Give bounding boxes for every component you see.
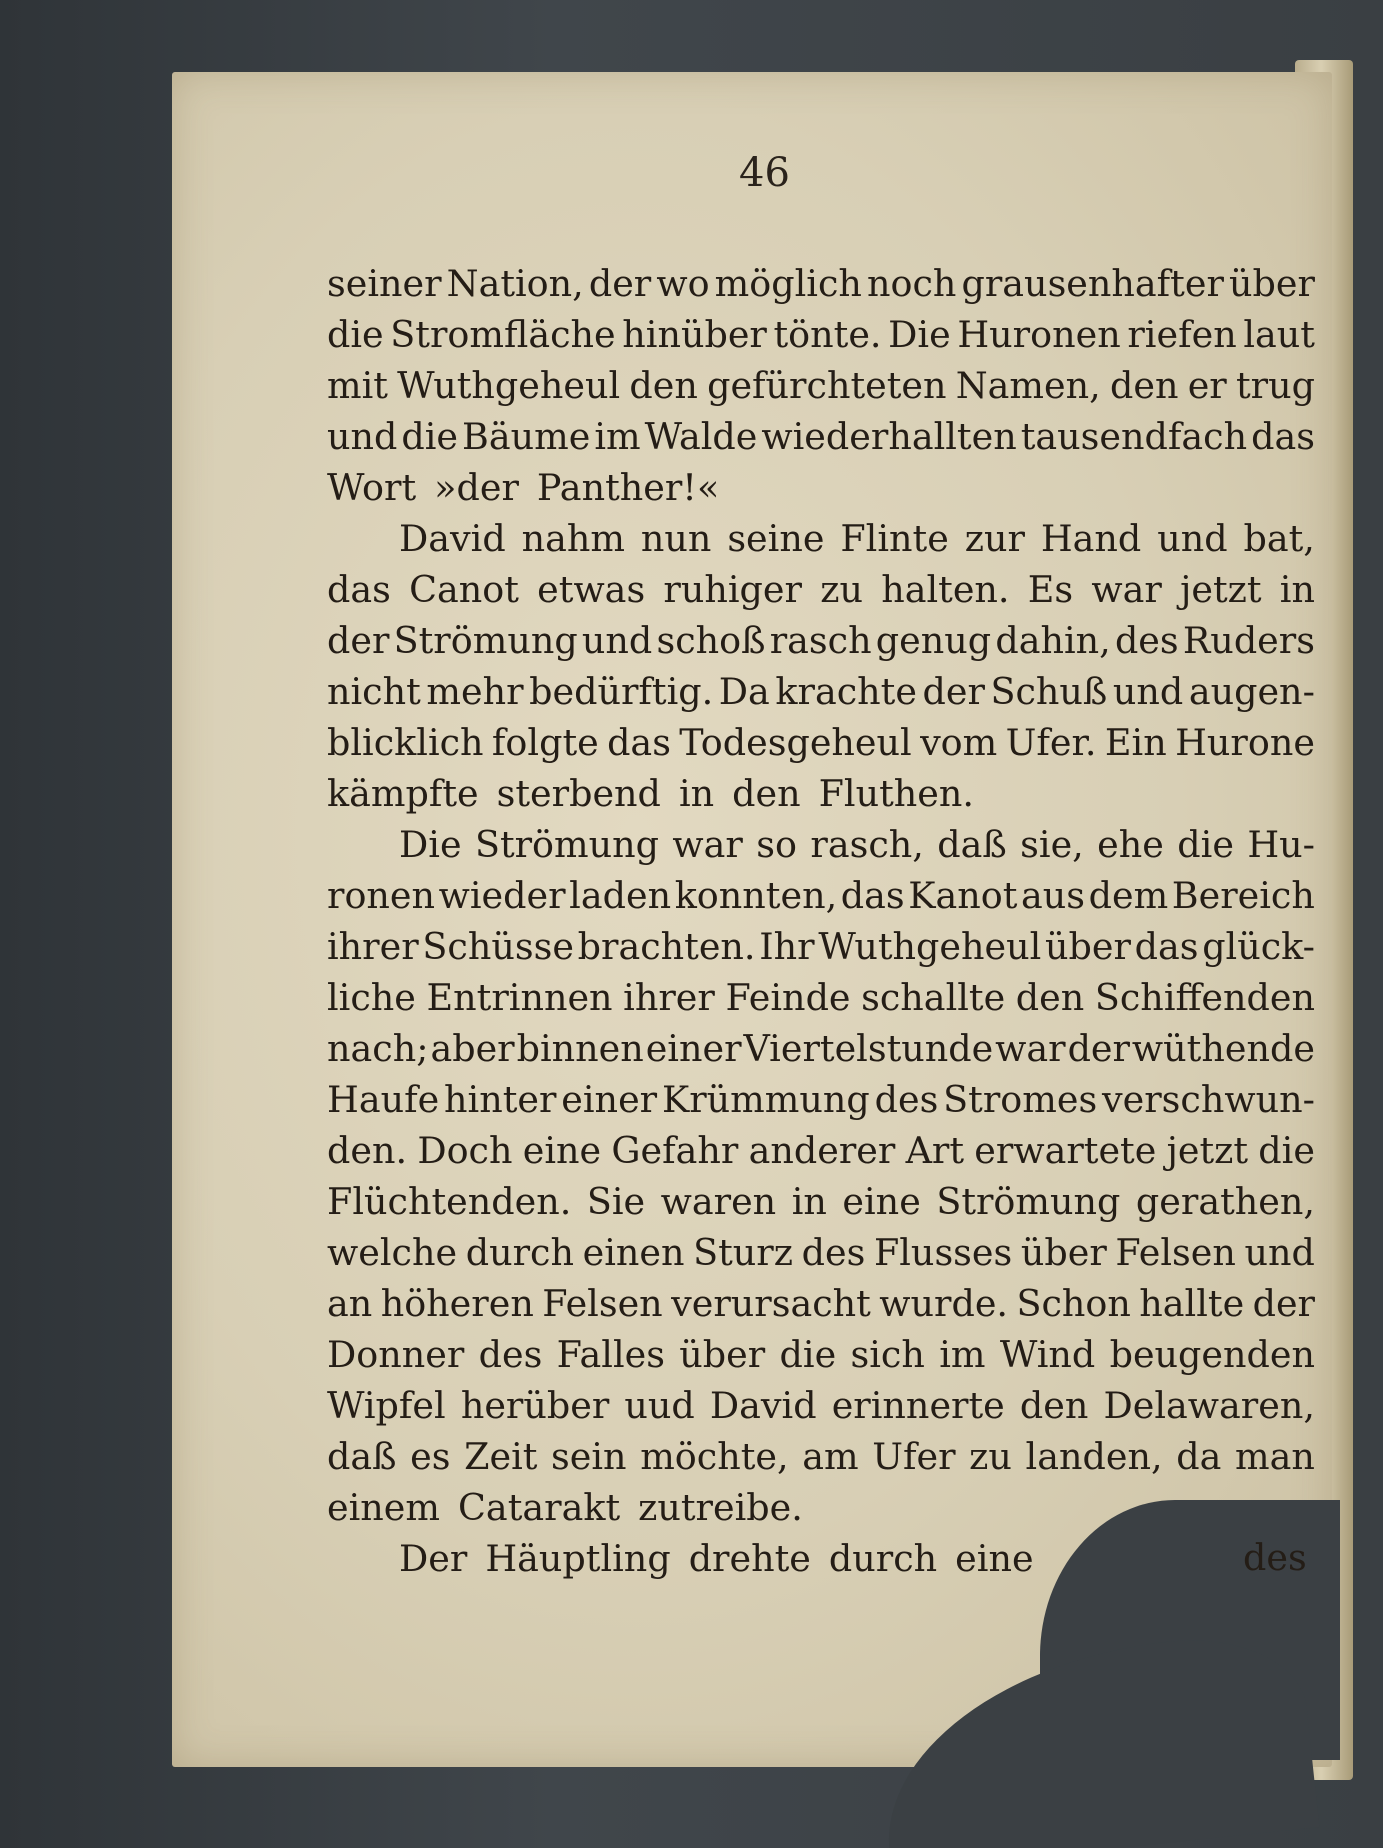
word: daß bbox=[327, 1435, 397, 1478]
word: Strömung bbox=[474, 823, 660, 866]
body-text bbox=[327, 258, 1315, 1584]
word: den bbox=[629, 364, 698, 407]
word: war bbox=[995, 1027, 1066, 1070]
word: landen, bbox=[1025, 1435, 1163, 1478]
word: wiederhallten bbox=[761, 415, 1017, 458]
word: über bbox=[679, 1333, 766, 1376]
word: augen- bbox=[1188, 670, 1315, 713]
word: Stromes bbox=[943, 1078, 1098, 1121]
word: Doch bbox=[417, 1129, 513, 1172]
word: so bbox=[756, 823, 797, 866]
word: Schüsse bbox=[422, 925, 574, 968]
text-line bbox=[327, 513, 1315, 564]
word: Flusses bbox=[873, 1231, 1013, 1274]
word: folgte bbox=[491, 721, 599, 764]
word: Art bbox=[905, 1129, 965, 1172]
text-line bbox=[327, 1278, 1315, 1329]
word: und bbox=[1157, 517, 1228, 560]
word: gefürchteten bbox=[707, 364, 947, 407]
word: Wuthgeheul bbox=[818, 925, 1042, 968]
word: zutreibe. bbox=[638, 1486, 803, 1529]
word: Bereich bbox=[1171, 874, 1315, 917]
word: des bbox=[874, 1078, 939, 1121]
word: Namen, bbox=[955, 364, 1101, 407]
word: Ufer bbox=[872, 1435, 956, 1478]
word: die bbox=[1177, 823, 1234, 866]
word: hinter bbox=[444, 1078, 557, 1121]
text-line bbox=[327, 258, 1315, 309]
text-line bbox=[327, 666, 1315, 717]
word: Nation, bbox=[446, 262, 584, 305]
word: der bbox=[588, 262, 652, 305]
word: seine bbox=[727, 517, 825, 560]
word: Feinde bbox=[725, 976, 851, 1019]
word: krachte bbox=[775, 670, 917, 713]
word: etwas bbox=[537, 568, 646, 611]
word: die bbox=[779, 1333, 837, 1376]
word: Huronen bbox=[957, 313, 1121, 356]
word: sein bbox=[551, 1435, 627, 1478]
text-line bbox=[327, 768, 1315, 819]
text-line bbox=[327, 1380, 1315, 1431]
word: des bbox=[1114, 619, 1179, 662]
word: höheren bbox=[380, 1282, 534, 1325]
word: einer bbox=[645, 1027, 742, 1070]
word: über bbox=[1020, 1231, 1107, 1274]
word: welche bbox=[327, 1231, 458, 1274]
word: Walde bbox=[644, 415, 758, 458]
word: durch bbox=[465, 1231, 574, 1274]
text-line bbox=[327, 1074, 1315, 1125]
word: ehe bbox=[1097, 823, 1164, 866]
word: schoß bbox=[656, 619, 766, 662]
word: Schiffenden bbox=[1094, 976, 1315, 1019]
text-line bbox=[327, 1125, 1315, 1176]
word: Falles bbox=[556, 1333, 665, 1376]
word: und bbox=[327, 415, 398, 458]
word: im bbox=[939, 1333, 986, 1376]
text-line bbox=[327, 1227, 1315, 1278]
word: vom bbox=[920, 721, 998, 764]
word: nicht bbox=[327, 670, 421, 713]
word: des bbox=[801, 1231, 866, 1274]
word: brachten. bbox=[577, 925, 756, 968]
word: mehr bbox=[426, 670, 524, 713]
word: sie, bbox=[1020, 823, 1084, 866]
word: Schuß bbox=[990, 670, 1108, 713]
word: laden bbox=[569, 874, 672, 917]
word: Es bbox=[1027, 568, 1074, 611]
word: Delawaren, bbox=[1103, 1384, 1315, 1427]
text-line bbox=[327, 1431, 1315, 1482]
text-line bbox=[327, 819, 1315, 870]
word: sich bbox=[850, 1333, 925, 1376]
word: es bbox=[410, 1435, 451, 1478]
word: Ein bbox=[1104, 721, 1167, 764]
word: Catarakt bbox=[458, 1486, 621, 1529]
word: Krümmung bbox=[661, 1078, 870, 1121]
word: die bbox=[401, 415, 459, 458]
word: genug bbox=[875, 619, 992, 662]
word: den. bbox=[327, 1129, 408, 1172]
word: Der bbox=[399, 1537, 468, 1580]
word: Canot bbox=[409, 568, 519, 611]
word: ronen bbox=[327, 874, 436, 917]
word: dahin, bbox=[995, 619, 1111, 662]
word: anderer bbox=[748, 1129, 896, 1172]
word: den bbox=[732, 772, 801, 815]
word: einen bbox=[582, 1231, 685, 1274]
word: Ihr bbox=[759, 925, 815, 968]
word: jetzt bbox=[1180, 568, 1262, 611]
word: Schon bbox=[1016, 1282, 1131, 1325]
word: dem bbox=[1088, 874, 1169, 917]
word: daß bbox=[937, 823, 1007, 866]
word: der bbox=[327, 619, 390, 662]
word: Fluthen. bbox=[818, 772, 975, 815]
word: rasch bbox=[769, 619, 872, 662]
word: den bbox=[1109, 364, 1179, 407]
word: der bbox=[922, 670, 985, 713]
word: der bbox=[1252, 1282, 1315, 1325]
word: Strömung bbox=[393, 619, 578, 662]
word: Haufe bbox=[327, 1078, 440, 1121]
text-line bbox=[327, 309, 1315, 360]
text-line bbox=[327, 921, 1315, 972]
word: Strömung bbox=[936, 1180, 1121, 1223]
word: einem bbox=[327, 1486, 440, 1529]
word: jetzt bbox=[1166, 1129, 1249, 1172]
word: ihrer bbox=[623, 976, 715, 1019]
word: aber bbox=[430, 1027, 515, 1070]
word: und bbox=[581, 619, 653, 662]
word: war bbox=[1091, 568, 1162, 611]
text-line bbox=[327, 360, 1315, 411]
word: nun bbox=[640, 517, 712, 560]
word: ihrer bbox=[327, 925, 419, 968]
word: Hand bbox=[1040, 517, 1142, 560]
page-number: 46 bbox=[739, 150, 790, 196]
word: in bbox=[791, 1180, 827, 1223]
word: an bbox=[327, 1282, 373, 1325]
word: tönte. bbox=[773, 313, 882, 356]
word: blicklich bbox=[327, 721, 484, 764]
text-line bbox=[327, 411, 1315, 462]
word: verschwun- bbox=[1102, 1078, 1315, 1121]
word: das bbox=[1134, 925, 1199, 968]
word: Sie bbox=[586, 1180, 646, 1223]
word: Panther!« bbox=[536, 466, 720, 509]
word: wieder bbox=[438, 874, 566, 917]
text-line bbox=[327, 615, 1315, 666]
word: »der bbox=[434, 466, 519, 509]
word: liche bbox=[327, 976, 416, 1019]
word: möchte, bbox=[640, 1435, 789, 1478]
word: bat, bbox=[1243, 517, 1315, 560]
word: eine bbox=[842, 1180, 921, 1223]
word: konnten, bbox=[674, 874, 838, 917]
word: rasch, bbox=[810, 823, 924, 866]
word: Wipfel bbox=[327, 1384, 446, 1427]
word: Wuthgeheul bbox=[397, 364, 621, 407]
word: war bbox=[672, 823, 743, 866]
word: Häuptling bbox=[485, 1537, 671, 1580]
word: herüber bbox=[460, 1384, 610, 1427]
word: möglich bbox=[714, 262, 862, 305]
word: halten. bbox=[881, 568, 1010, 611]
word: Wind bbox=[999, 1333, 1096, 1376]
word: Kanot bbox=[908, 874, 1018, 917]
word: eine bbox=[522, 1129, 602, 1172]
word: noch bbox=[866, 262, 957, 305]
text-line bbox=[327, 462, 1315, 513]
word: kämpfte bbox=[327, 772, 479, 815]
text-line bbox=[327, 870, 1315, 921]
word: waren bbox=[660, 1180, 777, 1223]
word: Hu- bbox=[1247, 823, 1315, 866]
word: hinüber bbox=[622, 313, 767, 356]
word: eine bbox=[955, 1537, 1034, 1580]
word: den bbox=[1015, 976, 1085, 1019]
word: am bbox=[802, 1435, 859, 1478]
word: durch bbox=[828, 1537, 938, 1580]
word: zur bbox=[964, 517, 1025, 560]
word: Die bbox=[888, 313, 951, 356]
word: über bbox=[1045, 925, 1131, 968]
word: David bbox=[399, 517, 506, 560]
word: Hurone bbox=[1175, 721, 1315, 764]
text-line bbox=[327, 1176, 1315, 1227]
word: wurde. bbox=[879, 1282, 1009, 1325]
word: zu bbox=[820, 568, 863, 611]
word: verursacht bbox=[671, 1282, 871, 1325]
word: wo bbox=[656, 262, 710, 305]
word: Wort bbox=[327, 466, 417, 509]
word: hallte bbox=[1139, 1282, 1245, 1325]
word: im bbox=[594, 415, 641, 458]
word: das bbox=[1251, 415, 1315, 458]
word: in bbox=[678, 772, 715, 815]
word: uud bbox=[624, 1384, 695, 1427]
text-line bbox=[327, 717, 1315, 768]
word: in bbox=[1279, 568, 1315, 611]
word: und bbox=[1112, 670, 1184, 713]
text-line bbox=[327, 1329, 1315, 1380]
word: Sturz bbox=[693, 1231, 793, 1274]
text-line bbox=[327, 1023, 1315, 1074]
word: Flüchtenden. bbox=[327, 1180, 572, 1223]
word: sterbend bbox=[496, 772, 661, 815]
word: die bbox=[1258, 1129, 1315, 1172]
word: grausenhafter bbox=[961, 262, 1224, 305]
word: Ufer. bbox=[1005, 721, 1097, 764]
word: laut bbox=[1243, 313, 1315, 356]
word: er bbox=[1187, 364, 1227, 407]
word: den bbox=[1019, 1384, 1089, 1427]
word: Die bbox=[399, 823, 462, 866]
word: Bäume bbox=[462, 415, 591, 458]
word: Flinte bbox=[840, 517, 949, 560]
word: erwartete bbox=[974, 1129, 1157, 1172]
word: das bbox=[840, 874, 905, 917]
word: und bbox=[1244, 1231, 1315, 1274]
word: bedürftig. bbox=[529, 670, 714, 713]
word: glück- bbox=[1202, 925, 1315, 968]
torn-line-end: des bbox=[1243, 1536, 1307, 1579]
word: einer bbox=[561, 1078, 658, 1121]
word: zu bbox=[969, 1435, 1012, 1478]
word: drehte bbox=[688, 1537, 811, 1580]
word: beugenden bbox=[1109, 1333, 1315, 1376]
word: trug bbox=[1235, 364, 1315, 407]
word: das bbox=[327, 568, 391, 611]
word: gerathen, bbox=[1135, 1180, 1315, 1223]
word: seiner bbox=[327, 262, 442, 305]
word: Zeit bbox=[464, 1435, 538, 1478]
word: das bbox=[607, 721, 671, 764]
word: schallte bbox=[861, 976, 1006, 1019]
word: mit bbox=[327, 364, 388, 407]
word: David bbox=[709, 1384, 817, 1427]
word: Donner bbox=[327, 1333, 465, 1376]
word: erinnerte bbox=[831, 1384, 1005, 1427]
word: nach; bbox=[327, 1027, 429, 1070]
word: der bbox=[1067, 1027, 1130, 1070]
word: Felsen bbox=[1115, 1231, 1236, 1274]
word: Felsen bbox=[542, 1282, 663, 1325]
word: Ruders bbox=[1182, 619, 1315, 662]
word: des bbox=[478, 1333, 543, 1376]
text-line bbox=[327, 564, 1315, 615]
word: die bbox=[327, 313, 384, 356]
word: Todesgeheul bbox=[679, 721, 912, 764]
word: ruhiger bbox=[663, 568, 802, 611]
word: Da bbox=[718, 670, 770, 713]
word: Gefahr bbox=[611, 1129, 739, 1172]
word: binnen bbox=[516, 1027, 644, 1070]
word: Stromfläche bbox=[390, 313, 616, 356]
word: nahm bbox=[521, 517, 625, 560]
word: wüthende bbox=[1131, 1027, 1315, 1070]
word: da bbox=[1176, 1435, 1222, 1478]
word: man bbox=[1234, 1435, 1315, 1478]
word: über bbox=[1228, 262, 1315, 305]
text-line bbox=[327, 972, 1315, 1023]
word: riefen bbox=[1127, 313, 1237, 356]
word: Viertelstunde bbox=[743, 1027, 994, 1070]
word: tausendfach bbox=[1020, 415, 1248, 458]
word: Entrinnen bbox=[426, 976, 613, 1019]
word: aus bbox=[1021, 874, 1086, 917]
